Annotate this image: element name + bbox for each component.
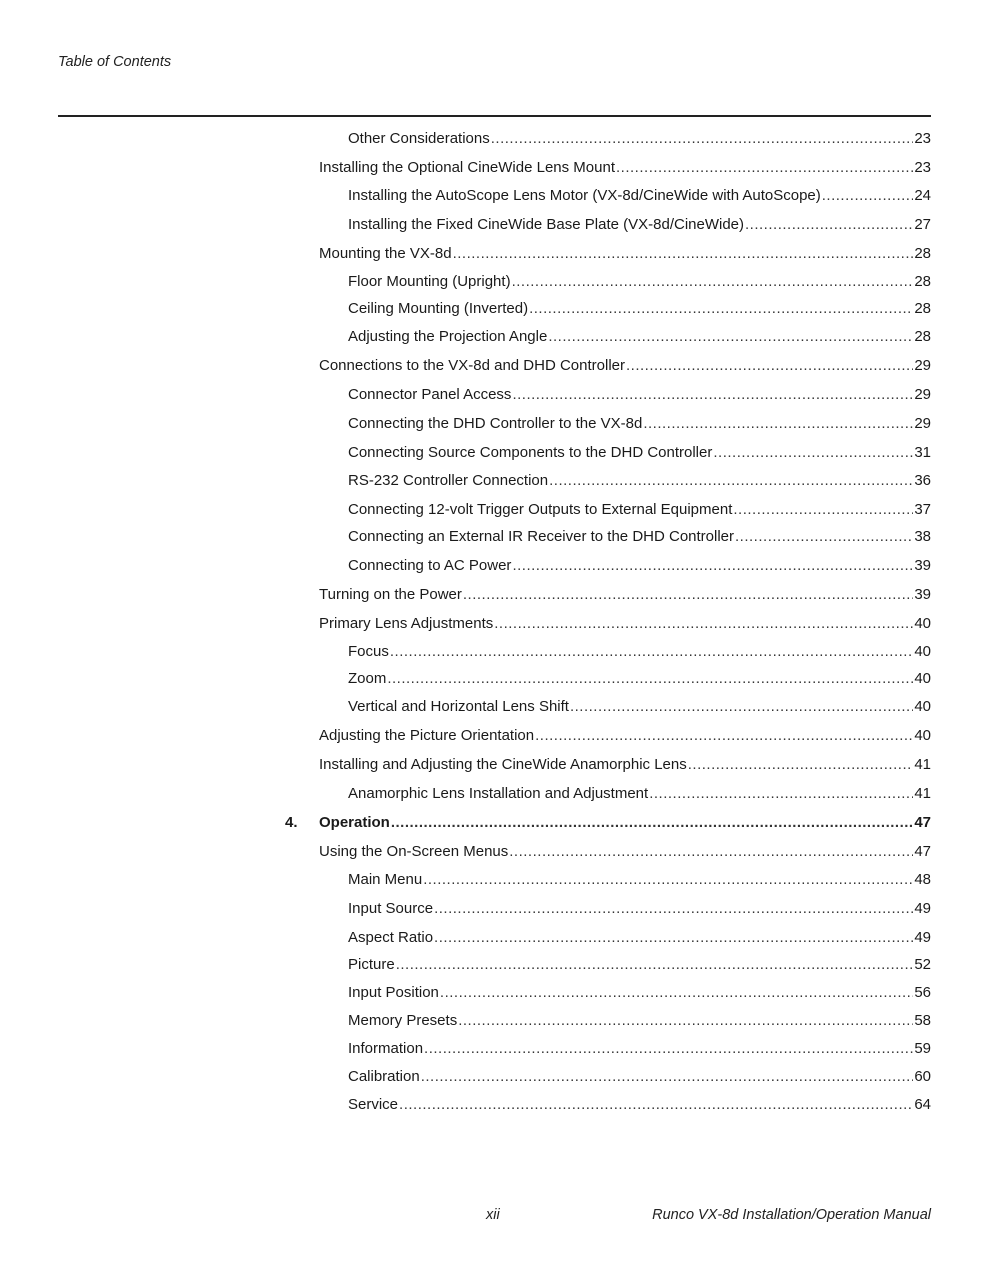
- toc-entry-label: Floor Mounting (Upright): [348, 273, 511, 290]
- toc-entry[interactable]: [285, 325, 931, 349]
- toc-page-number: 52: [914, 956, 931, 973]
- toc-entry[interactable]: [285, 412, 931, 436]
- toc-entry[interactable]: [285, 695, 931, 719]
- toc-dot-leader: [548, 325, 913, 349]
- toc-entry[interactable]: [285, 583, 931, 607]
- toc-entry[interactable]: [285, 156, 931, 180]
- toc-entry[interactable]: [285, 242, 931, 266]
- toc-entry[interactable]: [285, 981, 931, 1005]
- toc-entry[interactable]: [285, 953, 931, 977]
- toc-entry-label: Vertical and Horizontal Lens Shift: [348, 698, 569, 715]
- toc-dot-leader: [735, 525, 913, 549]
- toc-dot-leader: [745, 213, 913, 237]
- toc-entry-label: Main Menu: [348, 871, 423, 888]
- toc-entry[interactable]: [285, 184, 931, 208]
- toc-dot-leader: [822, 184, 914, 208]
- toc-dot-leader: [434, 926, 913, 950]
- header-rule: [58, 115, 931, 117]
- toc-entry[interactable]: [285, 868, 931, 892]
- toc-entry-label: Connecting to AC Power: [348, 557, 512, 574]
- toc-entry-label: Adjusting the Projection Angle: [348, 328, 548, 345]
- toc-dot-leader: [688, 753, 914, 777]
- toc-page-number: 28: [914, 300, 931, 317]
- toc-entry[interactable]: [285, 469, 931, 493]
- toc-entry[interactable]: [285, 270, 931, 294]
- toc-entry[interactable]: [285, 383, 931, 407]
- toc-entry-label: Primary Lens Adjustments: [319, 615, 494, 632]
- toc-page-number: 28: [914, 245, 931, 262]
- footer-page-number: xii: [486, 1207, 500, 1223]
- toc-page-number: 40: [914, 670, 931, 687]
- toc-dot-leader: [424, 1037, 913, 1061]
- toc-dot-leader: [434, 897, 913, 921]
- toc-dot-leader: [387, 667, 913, 691]
- toc-entry[interactable]: [285, 441, 931, 465]
- toc-entry-label: Anamorphic Lens Installation and Adjustment: [348, 785, 649, 802]
- toc-entry[interactable]: [285, 127, 931, 151]
- toc-page-number: 37: [914, 501, 931, 518]
- toc-page-number: 23: [914, 159, 931, 176]
- toc-dot-leader: [463, 583, 913, 607]
- toc-dot-leader: [626, 354, 913, 378]
- toc-dot-leader: [491, 127, 914, 151]
- toc-page-number: 49: [914, 900, 931, 917]
- toc-dot-leader: [549, 469, 913, 493]
- toc-chapter-entry[interactable]: [285, 811, 931, 835]
- toc-entry[interactable]: [285, 640, 931, 664]
- toc-entry-label: Input Source: [348, 900, 434, 917]
- toc-entry[interactable]: [285, 213, 931, 237]
- toc-entry-label: Zoom: [348, 670, 387, 687]
- toc-page-number: 39: [914, 586, 931, 603]
- toc-dot-leader: [421, 1065, 914, 1089]
- toc-entry[interactable]: [285, 1009, 931, 1033]
- toc-dot-leader: [713, 441, 913, 465]
- toc-dot-leader: [458, 1009, 913, 1033]
- toc-entry[interactable]: [285, 554, 931, 578]
- toc-page-number: 31: [914, 444, 931, 461]
- toc-dot-leader: [512, 383, 913, 407]
- toc-page-number: 29: [914, 415, 931, 432]
- toc-page-number: 56: [914, 984, 931, 1001]
- footer-manual-title: Runco VX-8d Installation/Operation Manual: [652, 1207, 931, 1223]
- toc-dot-leader: [512, 270, 914, 294]
- toc-entry[interactable]: [285, 297, 931, 321]
- toc-entry[interactable]: [285, 782, 931, 806]
- toc-page-number: 41: [914, 785, 931, 802]
- toc-dot-leader: [391, 811, 913, 835]
- toc-entry-label: Adjusting the Picture Orientation: [319, 727, 535, 744]
- toc-dot-leader: [649, 782, 913, 806]
- toc-dot-leader: [390, 640, 913, 664]
- toc-entry[interactable]: [285, 926, 931, 950]
- toc-page-number: 23: [914, 130, 931, 147]
- toc-dot-leader: [512, 554, 913, 578]
- toc-page-number: 28: [914, 273, 931, 290]
- toc-dot-leader: [423, 868, 913, 892]
- toc-entry-label: Information: [348, 1040, 424, 1057]
- toc-entry[interactable]: [285, 897, 931, 921]
- toc-entry[interactable]: [285, 667, 931, 691]
- toc-dot-leader: [570, 695, 913, 719]
- toc-entry-label: Memory Presets: [348, 1012, 458, 1029]
- toc-entry-label: Input Position: [348, 984, 439, 1001]
- toc-entry-label: Calibration: [348, 1068, 420, 1085]
- toc-entry-label: Installing the Optional CineWide Lens Mount: [319, 159, 616, 176]
- running-head-title: Table of Contents: [58, 54, 172, 70]
- toc-page-number: 40: [914, 698, 931, 715]
- toc-page-number: 47: [914, 814, 931, 831]
- toc-page-number: 47: [914, 843, 931, 860]
- toc-entry[interactable]: [285, 753, 931, 777]
- toc-dot-leader: [733, 498, 913, 522]
- toc-entry[interactable]: [285, 612, 931, 636]
- toc-entry[interactable]: [285, 724, 931, 748]
- toc-entry-label: Installing the Fixed CineWide Base Plate (VX-8d/CineWide): [348, 216, 745, 233]
- toc-dot-leader: [643, 412, 913, 436]
- toc-page-number: 36: [914, 472, 931, 489]
- toc-entry-label: Using the On-Screen Menus: [319, 843, 509, 860]
- toc-dot-leader: [535, 724, 913, 748]
- toc-page-number: 29: [914, 357, 931, 374]
- toc-page-number: 64: [914, 1096, 931, 1113]
- toc-page-number: 27: [914, 216, 931, 233]
- toc-page-number: 29: [914, 386, 931, 403]
- toc-chapter-number: 4.: [285, 814, 298, 831]
- toc-entry[interactable]: [285, 840, 931, 864]
- toc-entry[interactable]: [285, 1037, 931, 1061]
- toc-dot-leader: [440, 981, 913, 1005]
- toc-page-number: 59: [914, 1040, 931, 1057]
- toc-page-number: 49: [914, 929, 931, 946]
- toc-dot-leader: [529, 297, 913, 321]
- toc-entry-label: Connecting the DHD Controller to the VX-8d: [348, 415, 643, 432]
- toc-dot-leader: [494, 612, 913, 636]
- toc-entry-label: Installing the AutoScope Lens Motor (VX-8d/CineWide with AutoScope): [348, 187, 821, 204]
- toc-entry-label: Focus: [348, 643, 389, 660]
- toc-page-number: 60: [914, 1068, 931, 1085]
- toc-entry-label: Picture: [348, 956, 395, 973]
- toc-page-number: 24: [914, 187, 931, 204]
- toc-entry-label: Aspect Ratio: [348, 929, 434, 946]
- toc-dot-leader: [453, 242, 914, 266]
- toc-entry-label: Other Considerations: [348, 130, 490, 147]
- toc-page-number: 58: [914, 1012, 931, 1029]
- toc-dot-leader: [396, 953, 914, 977]
- toc-dot-leader: [399, 1093, 913, 1117]
- toc-entry-label: Operation: [319, 814, 390, 831]
- toc-dot-leader: [616, 156, 913, 180]
- toc-entry-label: Service: [348, 1096, 399, 1113]
- toc-page-number: 40: [914, 727, 931, 744]
- toc-entry-label: Installing and Adjusting the CineWide Anamorphic Lens: [319, 756, 687, 773]
- toc-entry[interactable]: [285, 1093, 931, 1117]
- toc-entry-label: Connecting Source Components to the DHD Controller: [348, 444, 713, 461]
- toc-entry-label: Connecting an External IR Receiver to the DHD Controller: [348, 528, 735, 545]
- toc-entry[interactable]: [285, 498, 931, 522]
- toc-entry-label: RS-232 Controller Connection: [348, 472, 549, 489]
- toc-page-number: 39: [914, 557, 931, 574]
- toc-page-number: 38: [914, 528, 931, 545]
- toc-page-number: 41: [914, 756, 931, 773]
- toc-entry-label: Connector Panel Access: [348, 386, 512, 403]
- toc-dot-leader: [509, 840, 913, 864]
- toc-entry-label: Turning on the Power: [319, 586, 462, 603]
- toc-entry-label: Ceiling Mounting (Inverted): [348, 300, 529, 317]
- toc-entry-label: Mounting the VX-8d: [319, 245, 452, 262]
- toc-entry[interactable]: [285, 525, 931, 549]
- toc-page-number: 40: [914, 615, 931, 632]
- toc-page-number: 40: [914, 643, 931, 660]
- toc-page-number: 48: [914, 871, 931, 888]
- toc-entry-label: Connecting 12-volt Trigger Outputs to External Equipment: [348, 501, 733, 518]
- toc-entry[interactable]: [285, 1065, 931, 1089]
- toc-entry[interactable]: [285, 354, 931, 378]
- toc-entry-label: Connections to the VX-8d and DHD Controller: [319, 357, 625, 374]
- toc-page-number: 28: [914, 328, 931, 345]
